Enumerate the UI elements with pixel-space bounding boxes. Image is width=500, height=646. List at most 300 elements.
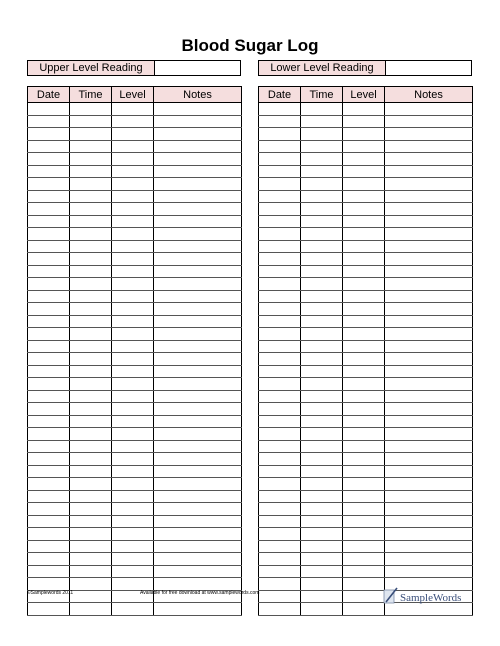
level-cell[interactable]: [112, 153, 154, 166]
notes-cell[interactable]: [385, 403, 473, 416]
level-cell[interactable]: [112, 378, 154, 391]
level-cell[interactable]: [112, 253, 154, 266]
level-cell[interactable]: [112, 603, 154, 616]
level-cell[interactable]: [343, 478, 385, 491]
level-cell[interactable]: [112, 403, 154, 416]
level-cell[interactable]: [112, 465, 154, 478]
notes-cell[interactable]: [385, 465, 473, 478]
date-cell[interactable]: [28, 353, 70, 366]
notes-cell[interactable]: [154, 428, 242, 441]
level-cell[interactable]: [112, 340, 154, 353]
notes-cell[interactable]: [154, 503, 242, 516]
time-cell[interactable]: [301, 190, 343, 203]
notes-cell[interactable]: [385, 265, 473, 278]
notes-cell[interactable]: [154, 453, 242, 466]
notes-cell[interactable]: [154, 365, 242, 378]
time-cell[interactable]: [301, 215, 343, 228]
notes-cell[interactable]: [385, 340, 473, 353]
time-cell[interactable]: [301, 553, 343, 566]
time-cell[interactable]: [70, 540, 112, 553]
time-cell[interactable]: [70, 265, 112, 278]
date-cell[interactable]: [28, 378, 70, 391]
time-cell[interactable]: [70, 165, 112, 178]
notes-cell[interactable]: [385, 553, 473, 566]
time-cell[interactable]: [301, 365, 343, 378]
time-cell[interactable]: [70, 115, 112, 128]
date-cell[interactable]: [259, 140, 301, 153]
time-cell[interactable]: [301, 353, 343, 366]
time-cell[interactable]: [70, 453, 112, 466]
notes-cell[interactable]: [154, 140, 242, 153]
level-cell[interactable]: [343, 503, 385, 516]
time-cell[interactable]: [301, 540, 343, 553]
date-cell[interactable]: [28, 515, 70, 528]
time-cell[interactable]: [70, 340, 112, 353]
time-cell[interactable]: [301, 603, 343, 616]
date-cell[interactable]: [28, 565, 70, 578]
level-cell[interactable]: [112, 540, 154, 553]
date-cell[interactable]: [28, 315, 70, 328]
time-cell[interactable]: [301, 465, 343, 478]
level-cell[interactable]: [343, 328, 385, 341]
notes-cell[interactable]: [154, 153, 242, 166]
time-cell[interactable]: [70, 378, 112, 391]
date-cell[interactable]: [259, 278, 301, 291]
level-cell[interactable]: [343, 303, 385, 316]
time-cell[interactable]: [301, 578, 343, 591]
notes-cell[interactable]: [154, 240, 242, 253]
date-cell[interactable]: [259, 565, 301, 578]
date-cell[interactable]: [259, 515, 301, 528]
date-cell[interactable]: [259, 340, 301, 353]
date-cell[interactable]: [28, 190, 70, 203]
time-cell[interactable]: [70, 328, 112, 341]
date-cell[interactable]: [259, 353, 301, 366]
level-cell[interactable]: [343, 528, 385, 541]
level-cell[interactable]: [343, 190, 385, 203]
level-cell[interactable]: [343, 253, 385, 266]
level-cell[interactable]: [112, 453, 154, 466]
time-cell[interactable]: [70, 478, 112, 491]
date-cell[interactable]: [28, 215, 70, 228]
time-cell[interactable]: [70, 465, 112, 478]
time-cell[interactable]: [70, 240, 112, 253]
date-cell[interactable]: [259, 328, 301, 341]
date-cell[interactable]: [259, 503, 301, 516]
notes-cell[interactable]: [154, 378, 242, 391]
time-cell[interactable]: [70, 215, 112, 228]
time-cell[interactable]: [70, 203, 112, 216]
date-cell[interactable]: [259, 603, 301, 616]
notes-cell[interactable]: [385, 378, 473, 391]
level-cell[interactable]: [343, 603, 385, 616]
date-cell[interactable]: [28, 578, 70, 591]
date-cell[interactable]: [259, 415, 301, 428]
level-cell[interactable]: [112, 240, 154, 253]
date-cell[interactable]: [259, 178, 301, 191]
date-cell[interactable]: [28, 340, 70, 353]
level-cell[interactable]: [112, 165, 154, 178]
date-cell[interactable]: [259, 240, 301, 253]
level-cell[interactable]: [343, 415, 385, 428]
time-cell[interactable]: [301, 115, 343, 128]
date-cell[interactable]: [259, 490, 301, 503]
time-cell[interactable]: [70, 303, 112, 316]
notes-cell[interactable]: [154, 515, 242, 528]
date-cell[interactable]: [28, 553, 70, 566]
time-cell[interactable]: [301, 340, 343, 353]
notes-cell[interactable]: [385, 453, 473, 466]
date-cell[interactable]: [28, 440, 70, 453]
level-cell[interactable]: [112, 115, 154, 128]
level-cell[interactable]: [343, 215, 385, 228]
level-cell[interactable]: [112, 515, 154, 528]
level-cell[interactable]: [112, 328, 154, 341]
notes-cell[interactable]: [154, 303, 242, 316]
date-cell[interactable]: [28, 165, 70, 178]
notes-cell[interactable]: [385, 428, 473, 441]
notes-cell[interactable]: [385, 190, 473, 203]
date-cell[interactable]: [259, 365, 301, 378]
level-cell[interactable]: [112, 415, 154, 428]
notes-cell[interactable]: [154, 228, 242, 241]
date-cell[interactable]: [28, 453, 70, 466]
time-cell[interactable]: [70, 415, 112, 428]
level-cell[interactable]: [343, 290, 385, 303]
time-cell[interactable]: [301, 128, 343, 141]
level-cell[interactable]: [112, 528, 154, 541]
time-cell[interactable]: [70, 103, 112, 116]
date-cell[interactable]: [259, 290, 301, 303]
level-cell[interactable]: [112, 478, 154, 491]
time-cell[interactable]: [301, 390, 343, 403]
level-cell[interactable]: [343, 315, 385, 328]
notes-cell[interactable]: [385, 228, 473, 241]
date-cell[interactable]: [259, 428, 301, 441]
notes-cell[interactable]: [385, 140, 473, 153]
notes-cell[interactable]: [385, 165, 473, 178]
level-cell[interactable]: [343, 390, 385, 403]
date-cell[interactable]: [259, 253, 301, 266]
date-cell[interactable]: [28, 140, 70, 153]
notes-cell[interactable]: [154, 115, 242, 128]
date-cell[interactable]: [28, 428, 70, 441]
notes-cell[interactable]: [154, 340, 242, 353]
date-cell[interactable]: [259, 165, 301, 178]
time-cell[interactable]: [301, 178, 343, 191]
time-cell[interactable]: [70, 565, 112, 578]
time-cell[interactable]: [301, 240, 343, 253]
date-cell[interactable]: [28, 278, 70, 291]
time-cell[interactable]: [301, 278, 343, 291]
level-cell[interactable]: [112, 490, 154, 503]
notes-cell[interactable]: [385, 490, 473, 503]
notes-cell[interactable]: [154, 440, 242, 453]
date-cell[interactable]: [28, 253, 70, 266]
time-cell[interactable]: [70, 503, 112, 516]
time-cell[interactable]: [70, 603, 112, 616]
date-cell[interactable]: [259, 265, 301, 278]
time-cell[interactable]: [70, 578, 112, 591]
level-cell[interactable]: [112, 190, 154, 203]
time-cell[interactable]: [70, 140, 112, 153]
notes-cell[interactable]: [385, 315, 473, 328]
level-cell[interactable]: [343, 240, 385, 253]
notes-cell[interactable]: [154, 540, 242, 553]
time-cell[interactable]: [301, 490, 343, 503]
notes-cell[interactable]: [154, 215, 242, 228]
notes-cell[interactable]: [385, 528, 473, 541]
notes-cell[interactable]: [385, 128, 473, 141]
notes-cell[interactable]: [154, 165, 242, 178]
date-cell[interactable]: [259, 403, 301, 416]
date-cell[interactable]: [259, 590, 301, 603]
time-cell[interactable]: [70, 428, 112, 441]
notes-cell[interactable]: [154, 203, 242, 216]
time-cell[interactable]: [70, 153, 112, 166]
notes-cell[interactable]: [385, 153, 473, 166]
time-cell[interactable]: [70, 515, 112, 528]
notes-cell[interactable]: [385, 478, 473, 491]
level-cell[interactable]: [112, 390, 154, 403]
notes-cell[interactable]: [154, 403, 242, 416]
time-cell[interactable]: [301, 503, 343, 516]
level-cell[interactable]: [343, 578, 385, 591]
level-cell[interactable]: [343, 590, 385, 603]
date-cell[interactable]: [28, 528, 70, 541]
level-cell[interactable]: [343, 540, 385, 553]
time-cell[interactable]: [70, 528, 112, 541]
notes-cell[interactable]: [154, 353, 242, 366]
level-cell[interactable]: [343, 515, 385, 528]
date-cell[interactable]: [259, 203, 301, 216]
level-cell[interactable]: [112, 265, 154, 278]
time-cell[interactable]: [70, 490, 112, 503]
time-cell[interactable]: [301, 428, 343, 441]
date-cell[interactable]: [28, 303, 70, 316]
time-cell[interactable]: [70, 590, 112, 603]
level-cell[interactable]: [343, 228, 385, 241]
level-cell[interactable]: [343, 428, 385, 441]
date-cell[interactable]: [28, 240, 70, 253]
time-cell[interactable]: [301, 265, 343, 278]
notes-cell[interactable]: [154, 490, 242, 503]
level-cell[interactable]: [112, 315, 154, 328]
level-cell[interactable]: [343, 465, 385, 478]
notes-cell[interactable]: [154, 290, 242, 303]
level-cell[interactable]: [112, 553, 154, 566]
level-cell[interactable]: [112, 578, 154, 591]
notes-cell[interactable]: [154, 553, 242, 566]
time-cell[interactable]: [70, 128, 112, 141]
notes-cell[interactable]: [154, 253, 242, 266]
upper-level-reading-field[interactable]: [155, 61, 240, 75]
notes-cell[interactable]: [154, 390, 242, 403]
level-cell[interactable]: [343, 403, 385, 416]
level-cell[interactable]: [112, 178, 154, 191]
time-cell[interactable]: [70, 390, 112, 403]
date-cell[interactable]: [28, 603, 70, 616]
level-cell[interactable]: [112, 278, 154, 291]
level-cell[interactable]: [343, 103, 385, 116]
time-cell[interactable]: [70, 403, 112, 416]
level-cell[interactable]: [343, 278, 385, 291]
date-cell[interactable]: [259, 465, 301, 478]
level-cell[interactable]: [343, 165, 385, 178]
time-cell[interactable]: [70, 353, 112, 366]
level-cell[interactable]: [343, 353, 385, 366]
time-cell[interactable]: [301, 153, 343, 166]
notes-cell[interactable]: [385, 515, 473, 528]
notes-cell[interactable]: [385, 565, 473, 578]
notes-cell[interactable]: [385, 203, 473, 216]
date-cell[interactable]: [28, 153, 70, 166]
date-cell[interactable]: [28, 490, 70, 503]
date-cell[interactable]: [259, 440, 301, 453]
level-cell[interactable]: [112, 103, 154, 116]
time-cell[interactable]: [301, 328, 343, 341]
notes-cell[interactable]: [154, 565, 242, 578]
level-cell[interactable]: [112, 503, 154, 516]
level-cell[interactable]: [343, 203, 385, 216]
time-cell[interactable]: [301, 253, 343, 266]
level-cell[interactable]: [343, 490, 385, 503]
date-cell[interactable]: [259, 103, 301, 116]
time-cell[interactable]: [301, 378, 343, 391]
date-cell[interactable]: [28, 228, 70, 241]
time-cell[interactable]: [70, 228, 112, 241]
notes-cell[interactable]: [154, 278, 242, 291]
lower-level-reading-field[interactable]: [386, 61, 471, 75]
time-cell[interactable]: [301, 165, 343, 178]
time-cell[interactable]: [301, 290, 343, 303]
notes-cell[interactable]: [154, 415, 242, 428]
notes-cell[interactable]: [385, 353, 473, 366]
date-cell[interactable]: [259, 478, 301, 491]
notes-cell[interactable]: [385, 253, 473, 266]
date-cell[interactable]: [28, 203, 70, 216]
notes-cell[interactable]: [154, 465, 242, 478]
notes-cell[interactable]: [385, 415, 473, 428]
level-cell[interactable]: [112, 428, 154, 441]
level-cell[interactable]: [112, 353, 154, 366]
notes-cell[interactable]: [154, 578, 242, 591]
date-cell[interactable]: [259, 228, 301, 241]
time-cell[interactable]: [301, 103, 343, 116]
date-cell[interactable]: [259, 378, 301, 391]
notes-cell[interactable]: [154, 190, 242, 203]
date-cell[interactable]: [259, 303, 301, 316]
time-cell[interactable]: [301, 203, 343, 216]
level-cell[interactable]: [112, 440, 154, 453]
time-cell[interactable]: [70, 278, 112, 291]
level-cell[interactable]: [343, 115, 385, 128]
time-cell[interactable]: [301, 140, 343, 153]
level-cell[interactable]: [112, 215, 154, 228]
time-cell[interactable]: [70, 290, 112, 303]
notes-cell[interactable]: [385, 278, 473, 291]
date-cell[interactable]: [28, 128, 70, 141]
time-cell[interactable]: [70, 253, 112, 266]
date-cell[interactable]: [259, 528, 301, 541]
level-cell[interactable]: [343, 453, 385, 466]
notes-cell[interactable]: [385, 103, 473, 116]
date-cell[interactable]: [259, 215, 301, 228]
notes-cell[interactable]: [385, 215, 473, 228]
time-cell[interactable]: [301, 415, 343, 428]
date-cell[interactable]: [28, 290, 70, 303]
level-cell[interactable]: [112, 128, 154, 141]
time-cell[interactable]: [301, 315, 343, 328]
date-cell[interactable]: [28, 103, 70, 116]
date-cell[interactable]: [28, 178, 70, 191]
date-cell[interactable]: [259, 190, 301, 203]
notes-cell[interactable]: [154, 178, 242, 191]
notes-cell[interactable]: [154, 128, 242, 141]
level-cell[interactable]: [343, 440, 385, 453]
time-cell[interactable]: [301, 403, 343, 416]
notes-cell[interactable]: [154, 603, 242, 616]
notes-cell[interactable]: [154, 478, 242, 491]
level-cell[interactable]: [343, 378, 385, 391]
time-cell[interactable]: [70, 553, 112, 566]
notes-cell[interactable]: [385, 365, 473, 378]
notes-cell[interactable]: [385, 178, 473, 191]
notes-cell[interactable]: [154, 315, 242, 328]
time-cell[interactable]: [301, 515, 343, 528]
notes-cell[interactable]: [385, 115, 473, 128]
notes-cell[interactable]: [385, 540, 473, 553]
level-cell[interactable]: [112, 565, 154, 578]
time-cell[interactable]: [70, 365, 112, 378]
date-cell[interactable]: [28, 403, 70, 416]
date-cell[interactable]: [28, 503, 70, 516]
level-cell[interactable]: [112, 203, 154, 216]
date-cell[interactable]: [259, 540, 301, 553]
level-cell[interactable]: [343, 140, 385, 153]
level-cell[interactable]: [112, 140, 154, 153]
date-cell[interactable]: [259, 153, 301, 166]
date-cell[interactable]: [28, 115, 70, 128]
time-cell[interactable]: [70, 440, 112, 453]
notes-cell[interactable]: [385, 328, 473, 341]
notes-cell[interactable]: [154, 328, 242, 341]
date-cell[interactable]: [259, 315, 301, 328]
time-cell[interactable]: [301, 590, 343, 603]
level-cell[interactable]: [343, 340, 385, 353]
notes-cell[interactable]: [154, 528, 242, 541]
level-cell[interactable]: [112, 303, 154, 316]
level-cell[interactable]: [343, 153, 385, 166]
level-cell[interactable]: [343, 565, 385, 578]
level-cell[interactable]: [343, 365, 385, 378]
time-cell[interactable]: [301, 528, 343, 541]
notes-cell[interactable]: [154, 265, 242, 278]
notes-cell[interactable]: [154, 103, 242, 116]
time-cell[interactable]: [301, 453, 343, 466]
date-cell[interactable]: [28, 465, 70, 478]
time-cell[interactable]: [301, 228, 343, 241]
notes-cell[interactable]: [385, 290, 473, 303]
time-cell[interactable]: [301, 440, 343, 453]
level-cell[interactable]: [343, 265, 385, 278]
time-cell[interactable]: [70, 178, 112, 191]
date-cell[interactable]: [259, 453, 301, 466]
date-cell[interactable]: [259, 128, 301, 141]
notes-cell[interactable]: [385, 440, 473, 453]
date-cell[interactable]: [28, 540, 70, 553]
level-cell[interactable]: [112, 228, 154, 241]
